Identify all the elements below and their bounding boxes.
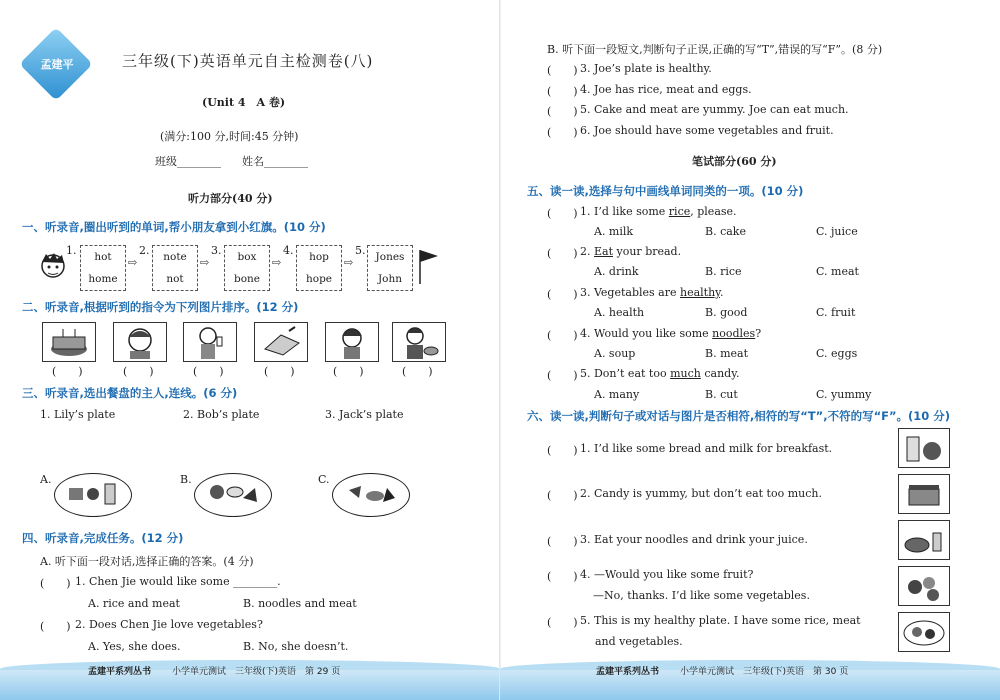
answer-bracket[interactable]: ( ) <box>547 85 578 98</box>
choice-a[interactable]: A. rice and meat <box>88 597 180 610</box>
choice-a[interactable]: A. drink <box>594 265 639 278</box>
choice-b[interactable]: B. meat <box>705 347 748 360</box>
person-lily[interactable]: 1. Lily’s plate <box>40 408 116 421</box>
statement-text: 3. Joe’s plate is healthy. <box>580 62 712 75</box>
listening-header: 听力部分(40 分) <box>188 192 273 205</box>
section2-title: 二、听录音,根据听到的指令为下列图片排序。(12 分) <box>22 300 299 314</box>
answer-bracket[interactable]: ( ) <box>547 535 578 548</box>
answer-bracket[interactable]: ( ) <box>547 126 578 139</box>
question-prefix: 3. Vegetables are <box>580 286 680 299</box>
footer-series: 孟建平系列丛书 <box>596 667 660 677</box>
word-option[interactable]: not <box>166 273 184 285</box>
word-card-3[interactable] <box>224 245 270 291</box>
footer-page-info: 小学单元测试 三年级(下)英语 第 29 页 <box>172 667 341 677</box>
page-title: 三年级(下)英语单元自主检测卷(八) <box>122 52 374 70</box>
word-card-4[interactable] <box>296 245 342 291</box>
person-bob[interactable]: 2. Bob’s plate <box>183 408 260 421</box>
arrow-icon: ⇨ <box>272 256 282 269</box>
boy-icon <box>38 250 68 284</box>
choice-b[interactable]: B. cake <box>705 225 746 238</box>
question-prefix: 2. <box>580 245 594 258</box>
statement-text: 2. Candy is yummy, but don’t eat too much. <box>580 487 822 500</box>
question-prefix: 5. Don’t eat too <box>580 367 671 380</box>
right-page <box>500 0 1000 700</box>
sec1-number-2: 2. <box>139 244 150 257</box>
question-text: 1. Chen Jie would like some ________. <box>75 575 281 588</box>
word-option[interactable]: hope <box>305 273 333 285</box>
question-text <box>580 286 723 299</box>
question-suffix: , please. <box>690 205 737 218</box>
underlined-word: much <box>670 367 701 380</box>
word-option[interactable]: hop <box>309 251 329 263</box>
choice-c[interactable]: C. fruit <box>816 306 856 319</box>
answer-bracket[interactable]: ( ) <box>547 105 578 118</box>
bread-milk-picture <box>898 428 950 468</box>
score-time: (满分:100 分,时间:45 分钟) <box>160 130 299 143</box>
arrow-icon: ⇨ <box>200 256 210 269</box>
question-text <box>580 327 761 340</box>
section3-title: 三、听录音,选出餐盘的主人,连线。(6 分) <box>22 386 238 400</box>
written-header: 笔试部分(60 分) <box>692 155 777 168</box>
sec1-number-3: 3. <box>211 244 222 257</box>
noodles-juice-picture <box>898 520 950 560</box>
section5-title: 五、读一读,选择与句中画线单词同类的一项。(10 分) <box>527 184 804 198</box>
plate-b[interactable] <box>194 473 272 517</box>
statement-text: 4. —Would you like some fruit? <box>580 568 754 581</box>
choice-a[interactable]: A. soup <box>594 347 636 360</box>
word-option[interactable]: note <box>163 251 187 263</box>
unit-label: (Unit 4 A 卷) <box>202 96 286 109</box>
choice-a[interactable]: A. health <box>594 306 645 319</box>
arrow-icon: ⇨ <box>128 256 138 269</box>
underlined-word: rice <box>668 205 691 218</box>
part-a-instruction: A. 听下面一段对话,选择正确的答案。(4 分) <box>40 555 254 568</box>
choice-b[interactable]: B. No, she doesn’t. <box>243 640 349 653</box>
sec1-number-4: 4. <box>283 244 294 257</box>
question-text <box>580 367 739 380</box>
answer-bracket[interactable]: ( ) <box>123 365 154 378</box>
answer-bracket[interactable]: ( ) <box>40 577 71 590</box>
cake-picture <box>898 474 950 514</box>
footer-series: 孟建平系列丛书 <box>88 667 152 677</box>
boy-drinking-picture <box>183 322 237 362</box>
name-field[interactable]: 姓名________ <box>242 155 308 168</box>
underlined-word: healthy <box>680 286 720 299</box>
section6-title: 六、读一读,判断句子或对话与图片是否相符,相符的写“T”,不符的写“F”。(10 分) <box>527 409 951 423</box>
word-option[interactable]: home <box>88 273 118 285</box>
answer-bracket[interactable]: ( ) <box>547 207 578 220</box>
word-card-1[interactable] <box>80 245 126 291</box>
answer-bracket[interactable]: ( ) <box>547 247 578 260</box>
girl-drink-picture <box>325 322 379 362</box>
answer-bracket[interactable]: ( ) <box>40 620 71 633</box>
statement-text: 5. Cake and meat are yummy. Joe can eat much. <box>580 103 849 116</box>
section4-title: 四、听录音,完成任务。(12 分) <box>22 531 184 545</box>
question-prefix: 1. I’d like some <box>580 205 669 218</box>
choice-c[interactable]: C. meat <box>816 265 859 278</box>
question-suffix: your bread. <box>613 245 682 258</box>
choice-b[interactable]: B. cut <box>705 388 738 401</box>
bread-picture <box>254 322 308 362</box>
question-prefix: 4. Would you like some <box>580 327 713 340</box>
choice-b[interactable]: B. noodles and meat <box>243 597 357 610</box>
red-flag-icon <box>416 246 442 286</box>
question-text: 2. Does Chen Jie love vegetables? <box>75 618 263 631</box>
person-jack[interactable]: 3. Jack’s plate <box>325 408 404 421</box>
footer-left <box>0 652 500 700</box>
answer-bracket[interactable]: ( ) <box>333 365 364 378</box>
answer-bracket[interactable]: ( ) <box>264 365 295 378</box>
question-suffix: candy. <box>700 367 740 380</box>
option-b-label: B. <box>180 473 192 486</box>
choice-a[interactable]: A. Yes, she does. <box>88 640 181 653</box>
word-option[interactable]: Jones <box>375 251 405 263</box>
word-option[interactable]: box <box>237 251 257 263</box>
healthy-plate-picture <box>898 612 950 652</box>
answer-bracket[interactable]: ( ) <box>547 489 578 502</box>
answer-bracket[interactable]: ( ) <box>547 444 578 457</box>
answer-bracket[interactable]: ( ) <box>193 365 224 378</box>
choice-c[interactable]: C. eggs <box>816 347 858 360</box>
option-c-label: C. <box>318 473 330 486</box>
statement-text-line2: and vegetables. <box>595 635 683 648</box>
statement-text: 1. I’d like some bread and milk for breakfast. <box>580 442 833 455</box>
choice-c[interactable]: C. yummy <box>816 388 872 401</box>
answer-bracket[interactable]: ( ) <box>547 288 578 301</box>
part-b-instruction: B. 听下面一段短文,判断句子正误,正确的写“T”,错误的写“F”。(8 分) <box>547 43 883 56</box>
question-suffix: . <box>719 286 724 299</box>
word-option[interactable]: hot <box>94 251 112 263</box>
footer-page-info: 小学单元测试 三年级(下)英语 第 30 页 <box>680 667 849 677</box>
footer-right <box>500 652 1000 700</box>
plate-a[interactable] <box>54 473 132 517</box>
statement-text: 6. Joe should have some vegetables and fruit. <box>580 124 834 137</box>
fruit-picture <box>898 566 950 606</box>
question-suffix: ? <box>755 327 762 340</box>
choice-a[interactable]: A. many <box>594 388 640 401</box>
question-text <box>580 245 681 258</box>
sec1-number-5: 5. <box>355 244 366 257</box>
cake-picture <box>42 322 96 362</box>
word-option[interactable]: John <box>377 273 403 285</box>
option-a-label: A. <box>40 473 52 486</box>
choice-b[interactable]: B. rice <box>705 265 742 278</box>
answer-bracket[interactable]: ( ) <box>547 369 578 382</box>
answer-bracket[interactable]: ( ) <box>547 616 578 629</box>
plate-c[interactable] <box>332 473 410 517</box>
answer-bracket[interactable]: ( ) <box>402 365 433 378</box>
underlined-word: Eat <box>594 245 614 258</box>
statement-text: 5. This is my healthy plate. I have some rice, meat <box>580 614 861 627</box>
answer-bracket[interactable]: ( ) <box>547 570 578 583</box>
question-text <box>580 205 737 218</box>
girl-eating-picture <box>113 322 167 362</box>
section1-title: 一、听录音,圈出听到的单词,帮小朋友拿到小红旗。(10 分) <box>22 220 326 234</box>
underlined-word: noodles <box>712 327 756 340</box>
logo-text: 孟建平 <box>40 58 74 71</box>
statement-text-line2: —No, thanks. I’d like some vegetables. <box>593 589 810 602</box>
word-card-2[interactable] <box>152 245 198 291</box>
choice-b[interactable]: B. good <box>705 306 748 319</box>
answer-bracket[interactable]: ( ) <box>547 64 578 77</box>
arrow-icon: ⇨ <box>344 256 354 269</box>
statement-text: 3. Eat your noodles and drink your juice. <box>580 533 808 546</box>
statement-text: 4. Joe has rice, meat and eggs. <box>580 83 752 96</box>
word-card-5[interactable] <box>367 245 413 291</box>
word-option[interactable]: bone <box>233 273 261 285</box>
answer-bracket[interactable]: ( ) <box>547 329 578 342</box>
boy-bowl-picture <box>392 322 446 362</box>
choice-a[interactable]: A. milk <box>594 225 634 238</box>
choice-c[interactable]: C. juice <box>816 225 858 238</box>
class-field[interactable]: 班级________ <box>155 155 221 168</box>
sec1-number-1: 1. <box>66 244 77 257</box>
answer-bracket[interactable]: ( ) <box>52 365 83 378</box>
